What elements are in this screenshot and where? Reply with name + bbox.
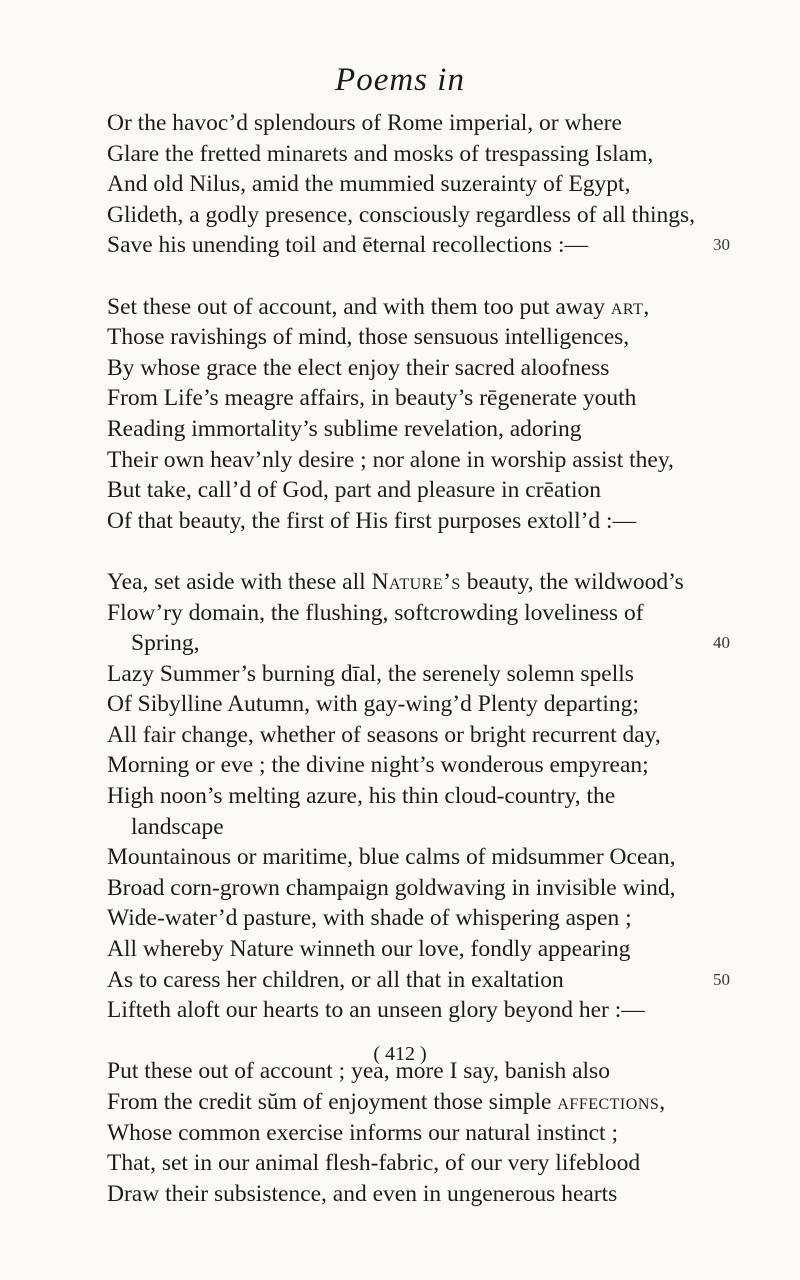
verse-line-text: All whereby Nature winneth our love, fondly appearing: [107, 936, 631, 963]
verse-line: [107, 995, 732, 1026]
verse-line-text: Of Sibylline Autumn, with gay-wing’d Plenty departing;: [107, 691, 639, 718]
verse-line-text: Morning or eve ; the divine night’s wonderous empyrean;: [107, 752, 649, 779]
verse-line: [107, 292, 732, 323]
verse-line-text: By whose grace the elect enjoy their sacred aloofness: [107, 354, 610, 381]
verse-line: [107, 414, 732, 445]
stanza: [107, 1056, 732, 1209]
verse-line-text: Their own heav’nly desire ; nor alone in worship assist they,: [107, 446, 674, 473]
verse-line-text: Reading immortality’s sublime revelation, adoring: [107, 415, 582, 442]
verse-line-text: [107, 569, 684, 595]
verse-line: [107, 506, 732, 537]
verse-line: [107, 750, 732, 781]
verse-line-text: Lifteth aloft our hearts to an unseen glory beyond her :—: [107, 997, 645, 1024]
verse-line-text: Spring,: [131, 630, 200, 657]
verse-line: [107, 903, 732, 934]
verse-line-text: And old Nilus, amid the mummied suzerainty of Egypt,: [107, 171, 631, 198]
line-number: 30: [713, 235, 730, 255]
verse-line: [107, 475, 732, 506]
verse-line: [107, 200, 732, 231]
verse-line: [107, 169, 732, 200]
verse-line: [107, 230, 732, 261]
verse-fragment: ,: [643, 293, 650, 320]
verse-line-text: Whose common exercise informs our natural instinct ;: [107, 1119, 618, 1146]
verse-line: [107, 873, 732, 904]
poem-body: [107, 108, 732, 1240]
verse-line: [107, 1148, 732, 1179]
verse-line-text: Save his unending toil and ēternal recollections :—: [107, 232, 588, 259]
verse-line: [107, 1118, 732, 1149]
running-header: Poems in: [335, 62, 465, 98]
verse-line-text: Mountainous or maritime, blue calms of midsummer Ocean,: [107, 844, 676, 871]
verse-line: [107, 659, 732, 690]
verse-line: [107, 322, 732, 353]
verse-line: [107, 108, 732, 139]
small-caps-word: Nature’s: [371, 568, 461, 595]
verse-line-text: Glare the fretted minarets and mosks of trespassing Islam,: [107, 140, 654, 167]
verse-line: [107, 383, 732, 414]
verse-line: [107, 781, 732, 812]
verse-fragment: From the credit sŭm of enjoyment those simple: [107, 1089, 558, 1115]
verse-line-text: [107, 1089, 665, 1115]
stanza: [107, 567, 732, 1026]
verse-line-text: Or the havoc’d splendours of Rome imperial, or where: [107, 110, 622, 136]
verse-line-text: High noon’s melting azure, his thin cloud-country, the: [107, 783, 616, 810]
small-caps-word: affections: [557, 1089, 660, 1115]
verse-line-text: Put these out of account ; yea, more I say, banish also: [107, 1058, 610, 1085]
verse-line-text: Lazy Summer’s burning dīal, the serenely solemn spells: [107, 660, 634, 687]
small-caps-word: art: [610, 293, 644, 320]
verse-line: [107, 139, 732, 170]
verse-fragment: ,: [659, 1089, 666, 1115]
verse-line: [107, 689, 732, 720]
verse-line-text: All fair change, whether of seasons or bright recurrent day,: [107, 721, 661, 748]
verse-line: [107, 812, 732, 843]
stanza: [107, 292, 732, 537]
verse-line-text: Wide-water’d pasture, with shade of whispering aspen ;: [107, 905, 632, 932]
verse-line: [107, 1179, 732, 1210]
verse-line-text: Draw their subsistence, and even in ungenerous hearts: [107, 1180, 618, 1207]
verse-line: [107, 445, 732, 476]
verse-line-text: That, set in our animal flesh-fabric, of our very lifeblood: [107, 1150, 641, 1177]
line-number: 50: [713, 969, 730, 989]
verse-line: [107, 567, 732, 598]
line-number: 40: [713, 633, 730, 653]
stanza: [107, 108, 732, 261]
verse-line-text: But take, call’d of God, part and pleasure in crēation: [107, 477, 601, 504]
verse-fragment: Set these out of account, and with them too put away: [107, 293, 611, 320]
verse-line: [107, 598, 732, 629]
verse-line: [107, 965, 732, 996]
verse-line-text: As to caress her children, or all that in exaltation: [107, 966, 564, 993]
verse-line-text: Of that beauty, the first of His first purposes extoll’d :—: [107, 507, 637, 534]
verse-fragment: beauty, the wildwood’s: [460, 568, 684, 595]
verse-line: [107, 842, 732, 873]
page-number: ( 412 ): [373, 1043, 427, 1065]
verse-line: [107, 353, 732, 384]
verse-line-text: Those ravishings of mind, those sensuous intelligences,: [107, 324, 630, 351]
verse-line-text: Broad corn-grown champaign goldwaving in invisible wind,: [107, 874, 676, 901]
verse-line-text: landscape: [131, 813, 224, 840]
verse-fragment: Yea, set aside with these all: [107, 568, 372, 595]
verse-line: [107, 628, 732, 659]
verse-line-text: Glideth, a godly presence, consciously regardless of all things,: [107, 201, 696, 228]
verse-line-text: From Life’s meagre affairs, in beauty’s rēgenerate youth: [107, 385, 637, 412]
verse-line: [107, 1087, 732, 1118]
verse-line: [107, 934, 732, 965]
verse-line: [107, 720, 732, 751]
verse-line-text: Flow’ry domain, the flushing, softcrowding loveliness of: [107, 599, 644, 626]
verse-line-text: [107, 294, 649, 320]
